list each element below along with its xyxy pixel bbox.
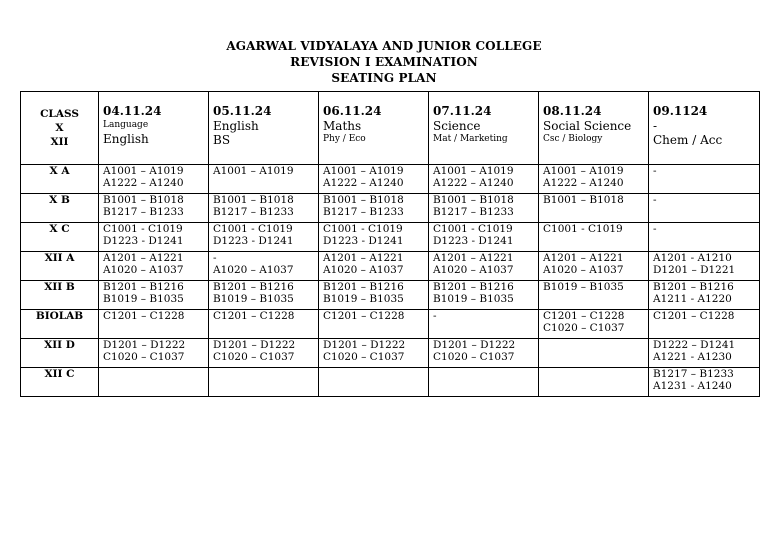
school-name: AGARWAL VIDYALAYA AND JUNIOR COLLEGE (226, 39, 542, 53)
class-header-line: CLASS (40, 108, 79, 120)
class-header-line: XII (50, 136, 69, 148)
exam-date: 07.11.24 (433, 104, 492, 118)
seat-range: D1201 – D1222 (323, 339, 406, 351)
seat-range: A1222 – A1240 (543, 177, 624, 189)
seat-range: - (653, 194, 657, 206)
seat-range-cell (429, 223, 539, 252)
seat-range: B1001 – B1018 (543, 194, 624, 206)
seat-range-cell (319, 368, 429, 397)
seat-range-cell (319, 281, 429, 310)
class-name-cell: X C (21, 223, 99, 252)
exam-date: 09.1124 (653, 104, 708, 118)
seat-range: C1001 - C1019 (433, 223, 513, 235)
seat-range: C1020 – C1037 (213, 351, 295, 363)
class-name-cell: X B (21, 194, 99, 223)
exam-subject: Language (103, 120, 149, 130)
seat-range: C1201 – C1228 (103, 310, 185, 322)
seat-range-cell (539, 223, 649, 252)
seat-range: A1221 - A1230 (653, 351, 732, 363)
seat-range-cell (649, 339, 760, 368)
exam-subject-detail: English (103, 132, 149, 146)
seat-range-cell (429, 281, 539, 310)
seat-range: C1001 - C1019 (103, 223, 183, 235)
seat-range: A1201 – A1221 (103, 252, 184, 264)
table-row (21, 165, 760, 194)
seat-range: B1019 – B1035 (103, 293, 184, 305)
seat-range: B1201 – B1216 (103, 281, 184, 293)
seat-range-cell (209, 194, 319, 223)
seat-range: D1223 - D1241 (103, 235, 184, 247)
seat-range: B1001 – B1018 (323, 194, 404, 206)
seat-range: B1217 – B1233 (433, 206, 514, 218)
seat-range: C1020 – C1037 (433, 351, 515, 363)
seat-range-cell (429, 252, 539, 281)
seat-range-cell (209, 223, 319, 252)
seat-range: A1001 – A1019 (213, 165, 294, 177)
seat-range-cell (319, 194, 429, 223)
seat-range: - (653, 165, 657, 177)
exam-date: 05.11.24 (213, 104, 272, 118)
seat-range: D1201 – D1222 (213, 339, 296, 351)
seat-range-cell (649, 281, 760, 310)
seat-range: D1201 – D1222 (103, 339, 186, 351)
date-header-cell (319, 92, 429, 165)
seat-range: C1001 - C1019 (213, 223, 293, 235)
seat-range-cell (99, 339, 209, 368)
seat-range-cell (539, 194, 649, 223)
seat-range: A1201 - A1210 (653, 252, 732, 264)
seat-range: C1020 – C1037 (543, 322, 625, 334)
table-row (21, 368, 760, 397)
seat-range: D1223 - D1241 (433, 235, 514, 247)
seat-range: C1201 – C1228 (653, 310, 735, 322)
table-row (21, 223, 760, 252)
exam-subject-detail: Csc / Biology (543, 134, 603, 144)
class-name-cell: XII B (21, 281, 99, 310)
seat-range: - (433, 310, 437, 322)
plan-title: SEATING PLAN (331, 71, 437, 85)
seat-range: B1019 – B1035 (543, 281, 624, 293)
table-row (21, 194, 760, 223)
seat-range: D1201 – D1221 (653, 264, 736, 276)
seat-range: B1217 – B1233 (323, 206, 404, 218)
seat-range: B1201 – B1216 (213, 281, 294, 293)
date-header-cell (99, 92, 209, 165)
seat-range: D1223 - D1241 (323, 235, 404, 247)
seat-range-cell (99, 194, 209, 223)
exam-subject: Social Science (543, 119, 632, 133)
class-name-cell: XII D (21, 339, 99, 368)
seat-range: A1001 – A1019 (103, 165, 184, 177)
seat-range: A1211 - A1220 (653, 293, 732, 305)
seat-range-cell (319, 339, 429, 368)
seat-range-cell (99, 223, 209, 252)
seat-range-cell (209, 310, 319, 339)
exam-subject-detail: Phy / Eco (323, 134, 366, 144)
seat-range: B1217 – B1233 (653, 368, 734, 380)
seat-range: A1222 – A1240 (323, 177, 404, 189)
seat-range: B1201 – B1216 (653, 281, 734, 293)
exam-date: 08.11.24 (543, 104, 602, 118)
seat-range: A1020 – A1037 (213, 264, 294, 276)
exam-subject-detail: Mat / Marketing (433, 134, 508, 144)
exam-subject: Science (433, 119, 481, 133)
seat-range-cell (99, 165, 209, 194)
seat-range: A1222 – A1240 (433, 177, 514, 189)
seat-range: A1020 – A1037 (323, 264, 404, 276)
seat-range: B1019 – B1035 (213, 293, 294, 305)
exam-subject: English (213, 119, 259, 133)
seat-range: - (653, 223, 657, 235)
seat-range-cell (649, 194, 760, 223)
seat-range: A1201 – A1221 (433, 252, 514, 264)
class-header-line: X (55, 122, 64, 134)
seat-range: B1201 – B1216 (433, 281, 514, 293)
seat-range-cell (539, 339, 649, 368)
seat-range: C1201 – C1228 (213, 310, 295, 322)
seat-range-cell (649, 310, 760, 339)
seat-range: A1222 – A1240 (103, 177, 184, 189)
seat-range: B1001 – B1018 (213, 194, 294, 206)
exam-name: REVISION I EXAMINATION (290, 55, 478, 69)
seat-range-cell (429, 368, 539, 397)
seat-range-cell (319, 310, 429, 339)
seat-range: B1201 – B1216 (323, 281, 404, 293)
exam-date: 04.11.24 (103, 104, 162, 118)
seat-range-cell (539, 252, 649, 281)
seat-range-cell (319, 252, 429, 281)
document-heading (0, 38, 768, 86)
class-name-cell: BIOLAB (21, 310, 99, 339)
seat-range: - (213, 252, 217, 264)
exam-date: 06.11.24 (323, 104, 382, 118)
seat-range: C1020 – C1037 (323, 351, 405, 363)
date-header-cell (429, 92, 539, 165)
class-name-cell: X A (21, 165, 99, 194)
seat-range: A1001 – A1019 (433, 165, 514, 177)
table-row (21, 339, 760, 368)
seat-range: A1020 – A1037 (103, 264, 184, 276)
seat-range-cell (209, 165, 319, 194)
seat-range-cell (429, 339, 539, 368)
seat-range-cell (209, 281, 319, 310)
seat-range: A1001 – A1019 (323, 165, 404, 177)
seat-range-cell (99, 368, 209, 397)
seat-range-cell (209, 252, 319, 281)
seat-range: D1222 – D1241 (653, 339, 736, 351)
table-row (21, 310, 760, 339)
seat-range: C1201 – C1228 (543, 310, 625, 322)
seat-range-cell (429, 194, 539, 223)
seat-range-cell (99, 281, 209, 310)
class-header-cell (21, 92, 99, 165)
seat-range: A1201 – A1221 (543, 252, 624, 264)
seat-range: A1020 – A1037 (433, 264, 514, 276)
seat-range-cell (99, 252, 209, 281)
seat-range: B1019 – B1035 (433, 293, 514, 305)
exam-subject: - (653, 119, 658, 133)
seat-range: B1001 – B1018 (433, 194, 514, 206)
seat-range-cell (649, 252, 760, 281)
seat-range: B1217 – B1233 (103, 206, 184, 218)
seat-range: A1201 – A1221 (323, 252, 404, 264)
seat-range: B1019 – B1035 (323, 293, 404, 305)
seat-range: C1001 - C1019 (543, 223, 623, 235)
seat-range-cell (429, 310, 539, 339)
seat-range: D1223 - D1241 (213, 235, 294, 247)
table-row (21, 252, 760, 281)
seat-range-cell (319, 165, 429, 194)
seat-range-cell (649, 368, 760, 397)
seat-range: A1231 - A1240 (653, 380, 732, 392)
seat-range: D1201 – D1222 (433, 339, 516, 351)
seat-range-cell (429, 165, 539, 194)
seat-range: B1001 – B1018 (103, 194, 184, 206)
class-name-cell: XII C (21, 368, 99, 397)
class-name-cell: XII A (21, 252, 99, 281)
seat-range-cell (99, 310, 209, 339)
seat-range-cell (649, 223, 760, 252)
seating-plan-table (20, 91, 760, 397)
seat-range-cell (539, 368, 649, 397)
seat-range-cell (649, 165, 760, 194)
seat-range-cell (319, 223, 429, 252)
seat-range: A1001 – A1019 (543, 165, 624, 177)
seat-range: A1020 – A1037 (543, 264, 624, 276)
seat-range: C1001 - C1019 (323, 223, 403, 235)
seat-range: C1020 – C1037 (103, 351, 185, 363)
seat-range-cell (209, 368, 319, 397)
date-header-cell (649, 92, 760, 165)
seat-range-cell (539, 165, 649, 194)
seat-range: C1201 – C1228 (323, 310, 405, 322)
table-row (21, 281, 760, 310)
exam-subject: Maths (323, 119, 362, 133)
date-header-cell (539, 92, 649, 165)
seat-range-cell (539, 310, 649, 339)
seat-range-cell (209, 339, 319, 368)
seat-range: B1217 – B1233 (213, 206, 294, 218)
date-header-cell (209, 92, 319, 165)
header-row (21, 92, 760, 165)
seat-range-cell (539, 281, 649, 310)
exam-subject-detail: BS (213, 133, 231, 147)
exam-subject-detail: Chem / Acc (653, 133, 723, 147)
